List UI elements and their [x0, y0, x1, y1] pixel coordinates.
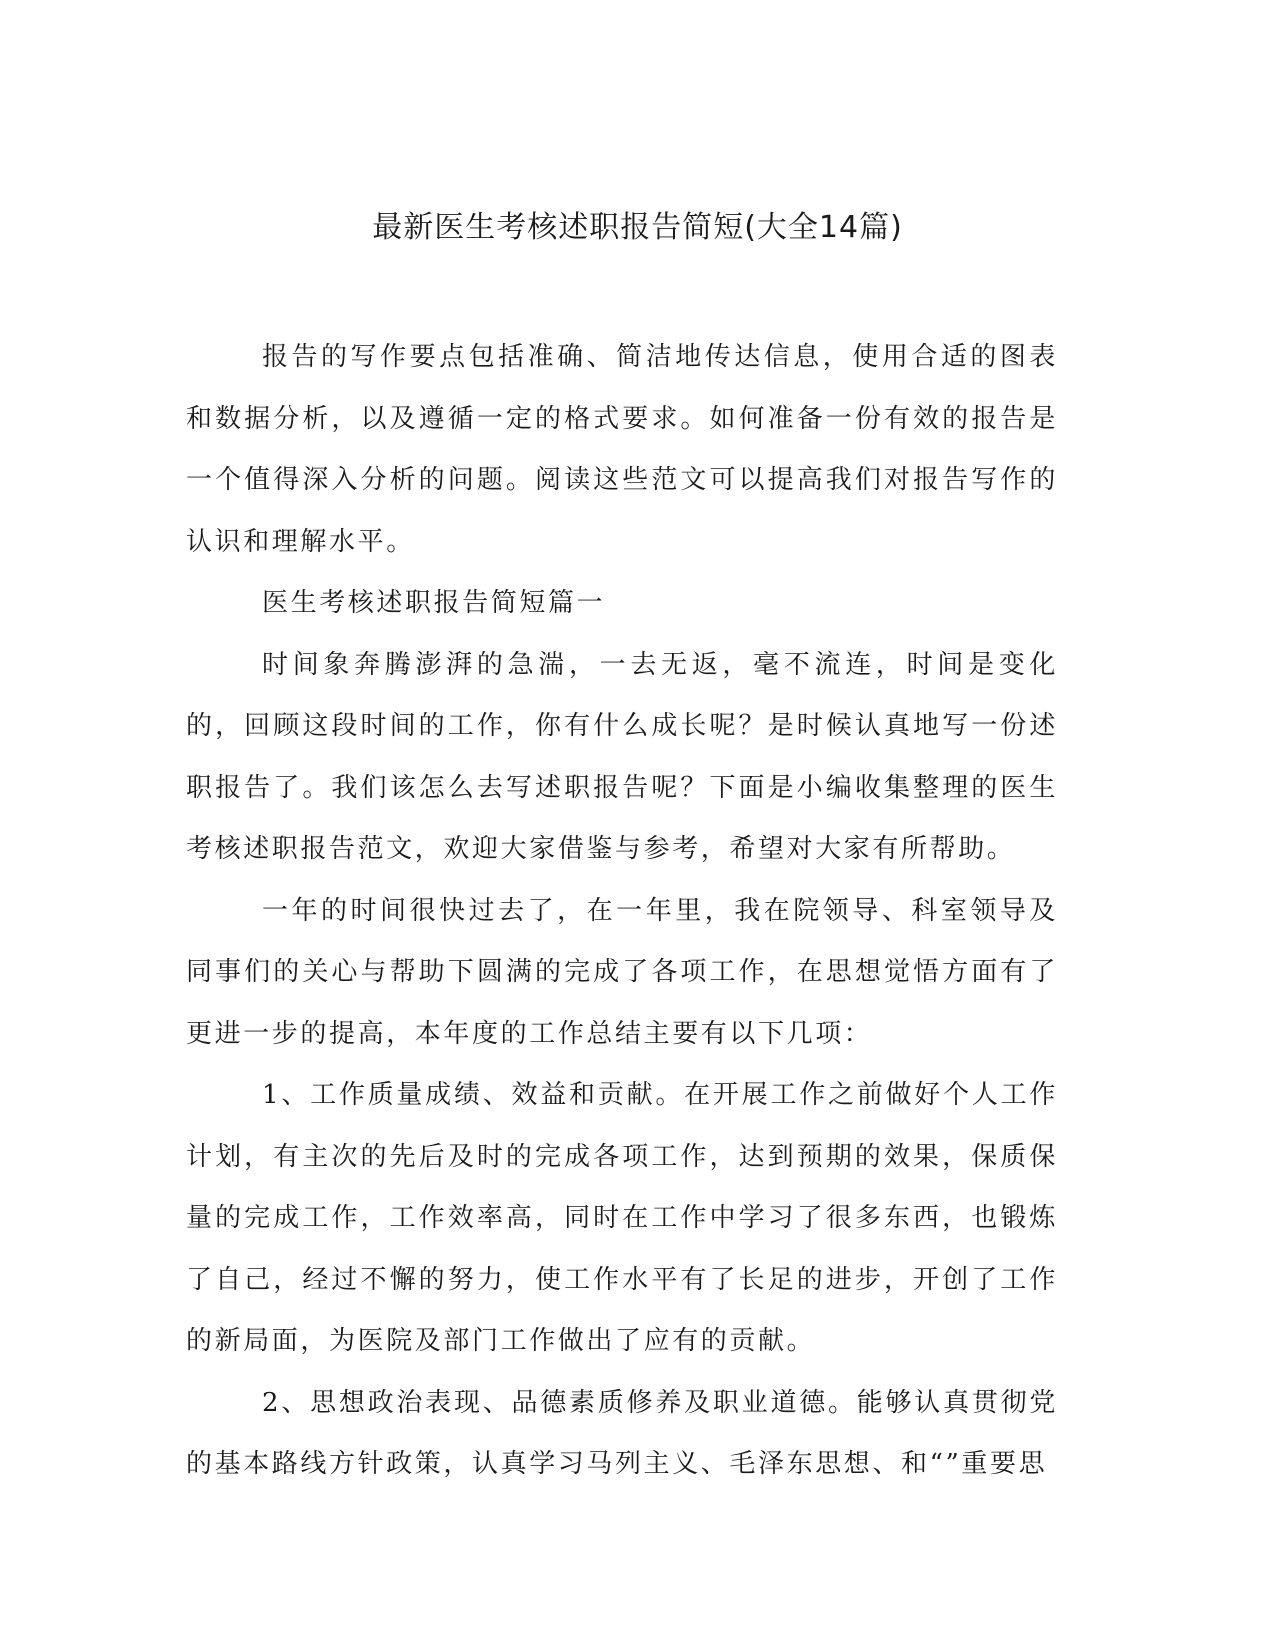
- numbered-paragraph: 2、思想政治表现、品德素质修养及职业道德。能够认真贯彻党的基本路线方针政策，认真学习马列主义、毛泽东思想、和“”重要思: [186, 1387, 1058, 1479]
- body-paragraph: 时间象奔腾澎湃的急湍，一去无返，毫不流连，时间是变化的，回顾这段时间的工作，你有什么成长呢？是时候认真地写一份述职报告了。我们该怎么去写述职报告呢？下面是小编收集整理的医生考核述职报告范文，欢迎大家借鉴与参考，希望对大家有所帮助。: [186, 649, 1058, 864]
- document-title: 最新医生考核述职报告简短(大全14篇): [372, 210, 903, 245]
- body-paragraph: 一年的时间很快过去了，在一年里，我在院领导、科室领导及同事们的关心与帮助下圆满的完成了各项工作，在思想觉悟方面有了更进一步的提高，本年度的工作总结主要有以下几项：: [186, 895, 1058, 1049]
- numbered-paragraph: 1、工作质量成绩、效益和贡献。在开展工作之前做好个人工作计划，有主次的先后及时的完成各项工作，达到预期的效果，保质保量的完成工作，工作效率高，同时在工作中学习了很多东西，也锻炼了自己，经过不懈的努力，使工作水平有了长足的进步，开创了工作的新局面，为医院及部门工作做出了应有的贡献。: [186, 1080, 1058, 1356]
- intro-paragraph: 报告的写作要点包括准确、简洁地传达信息，使用合适的图表和数据分析，以及遵循一定的格式要求。如何准备一份有效的报告是一个值得深入分析的问题。阅读这些范文可以提高我们对报告写作的认识和理解水平。: [186, 342, 1058, 557]
- document-body: [186, 327, 1058, 1496]
- section-heading: 医生考核述职报告简短篇一: [262, 588, 606, 618]
